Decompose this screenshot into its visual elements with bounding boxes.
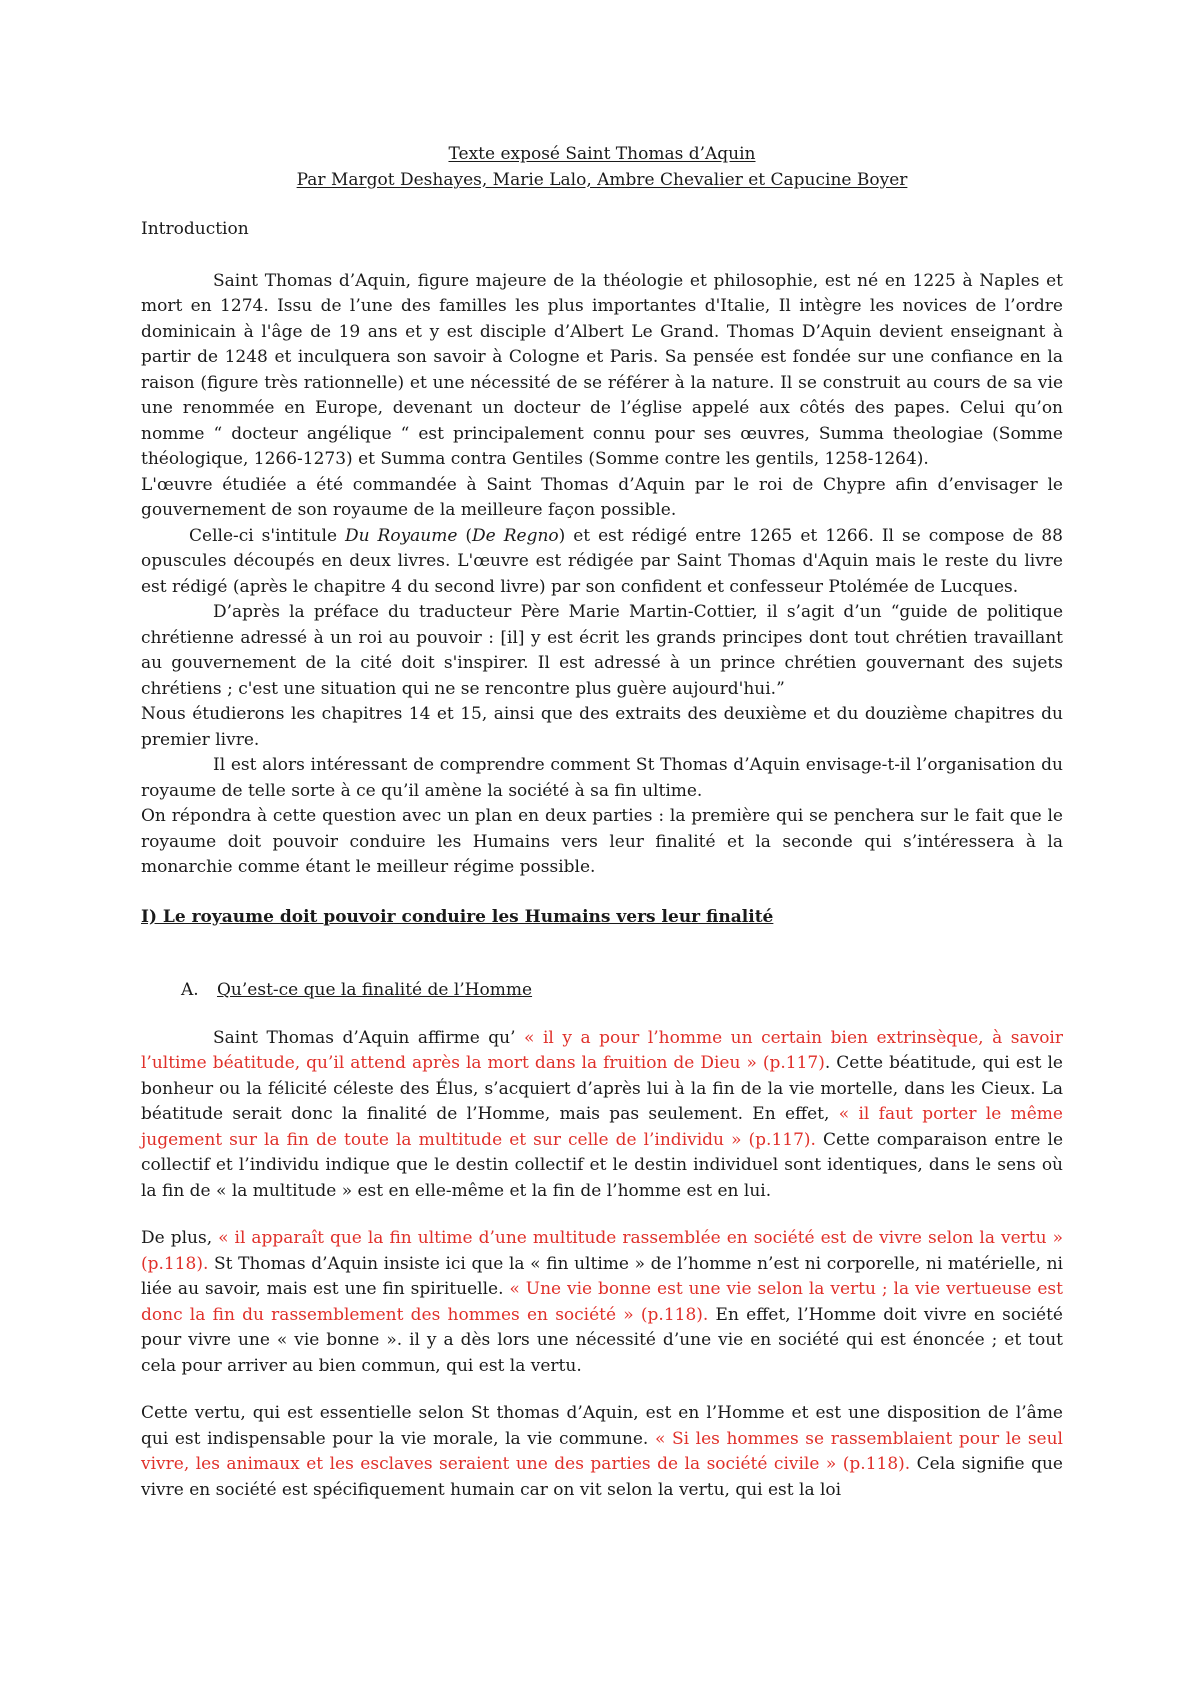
document-authors: Par Margot Deshayes, Marie Lalo, Ambre Chevalier et Capucine Boyer — [296, 169, 908, 190]
body-p1-text-c: Cette comparaison entre le collectif et l’individu indique que le destin collectif et le destin individuel sont identiques, dans le sens où la fin de « la multitude » est en elle-même et la fin de l’homme est en lui. — [141, 1129, 1063, 1201]
document-body — [141, 217, 1063, 1503]
intro-paragraph-6: Il est alors intéressant de comprendre comment St Thomas d’Aquin envisage-t-il l’organisation du royaume de telle sorte à ce qu’il amène la société à sa fin ultime. — [141, 755, 1063, 801]
subsection-a-letter: A. — [181, 980, 199, 1000]
body-p1-text-b: . Cette béatitude, qui est le bonheur ou la félicité céleste des Élus, s’acquiert d’après lui à la fin de la vie mortelle, dans les Cieux. La béatitude serait donc la finalité de l’Homme, mais pas seulement. En effet, — [141, 1053, 1063, 1124]
intro-p3-text-c: ) et est rédigé entre 1265 et 1266. Il se compose de 88 opuscules découpés en deux livres. L'œuvre est rédigée par Saint Thomas d'Aquin mais le reste du livre est rédigé (après le chapitre 4 du second livre) par son confident et confesseur Ptolémée de Lucques. — [141, 525, 1063, 597]
body-p1-quote-1: « il y a pour l’homme un certain bien extrinsèque, à savoir l’ultime béatitude, qu’il attend après la mort dans la fruition de Dieu » (p.117) — [141, 1027, 1063, 1073]
section-1-heading: I) Le royaume doit pouvoir conduire les Humains vers leur finalité — [141, 906, 774, 927]
intro-paragraph-5: Nous étudierons les chapitres 14 et 15, ainsi que des extraits des deuxième et du douzième chapitres du premier livre. — [141, 704, 1063, 750]
body-p2-text-c: En effet, l’Homme doit vivre en société pour vivre une « vie bonne ». il y a dès lors une nécessité d’une vie en société qui est énoncée ; et tout cela pour arriver au bien commun, qui est la vertu. — [141, 1304, 1063, 1376]
document-title: Texte exposé Saint Thomas d’Aquin — [448, 144, 756, 164]
body-p2-text-a: De plus, — [141, 1228, 219, 1248]
body-p1-text-a: Saint Thomas d’Aquin affirme qu’ — [213, 1027, 525, 1048]
body-p2-text-b: St Thomas d’Aquin insiste ici que la « fin ultime » de l’homme n’est ni corporelle, ni matérielle, ni liée au savoir, mais est une fin spirituelle. — [141, 1253, 1063, 1299]
intro-heading: Introduction — [141, 219, 249, 239]
body-p2-quote-2: « Une vie bonne est une vie selon la vertu ; la vie vertueuse est donc la fin du rassemblement des hommes en société » (p.118). — [141, 1279, 1063, 1325]
body-p3-text-a: Cette vertu, qui est essentielle selon St thomas d’Aquin, est en l’Homme et est une disposition de l’âme qui est indispensable pour la vie morale, la vie commune. — [141, 1403, 1063, 1449]
intro-paragraph-1: Saint Thomas d’Aquin, figure majeure de la théologie et philosophie, est né en 1225 à Naples et mort en 1274. Issu de l’une des familles les plus importantes d'Italie, Il intègre les novices de l’ordre dominicain à l'âge de 19 ans et y est disciple d’Albert Le Grand. Thomas D’Aquin devient enseignant à partir de 1248 et inculquera son savoir à Cologne et Paris. Sa pensée est fondée sur une confiance en la raison (figure très rationnelle) et une nécessité de se référer à la nature. Il se construit au cours de sa vie une renommée en Europe, devenant un docteur de l’église appelé aux côtés des papes. Celui qu’on nomme “ docteur angélique “ est principalement connu pour ses œuvres, Summa theologiae (Somme théologique, 1266-1273) et Summa contra Gentiles (Somme contre les gentils, 1258-1264). — [141, 270, 1063, 469]
intro-paragraph-2: L'œuvre étudiée a été commandée à Saint Thomas d’Aquin par le roi de Chypre afin d’envisager le gouvernement de son royaume de la meilleure façon possible. — [141, 474, 1063, 520]
intro-paragraph-3 — [141, 524, 1063, 601]
intro-paragraph-4: D’après la préface du traducteur Père Marie Martin-Cottier, il s’agit d’un “guide de politique chrétienne adressé à un roi au pouvoir : [il] y est écrit les grands principes dont tout chrétien travaillant au gouvernement de la cité doit s'inspirer. Il est adressé à un prince chrétien gouvernant des sujets chrétiens ; c'est une situation qui ne se rencontre plus guère aujourd'hui.” — [141, 602, 1063, 699]
body-paragraph-1 — [141, 1026, 1063, 1205]
document-header — [141, 142, 1063, 193]
body-paragraph-2 — [141, 1226, 1063, 1379]
work-title-latin: De Regno — [472, 525, 559, 546]
subsection-a-title: Qu’est-ce que la finalité de l’Homme — [217, 980, 533, 1000]
intro-p3-text-a: Celle-ci s'intitule — [189, 525, 345, 546]
body-p1-quote-2: « il faut porter le même jugement sur la fin de toute la multitude et sur celle de l’individu » (p.117). — [141, 1104, 1063, 1150]
body-p2-quote-1: « il apparaît que la fin ultime d’une multitude rassemblée en société est de vivre selon la vertu » (p.118). — [141, 1228, 1063, 1274]
body-p3-quote-1: « Si les hommes se rassemblaient pour le seul vivre, les animaux et les esclaves seraient une des parties de la société civile » (p.118). — [141, 1428, 1063, 1474]
intro-p3-text-b: ( — [457, 525, 473, 546]
work-title-french: Du Royaume — [344, 525, 458, 546]
subsection-a-heading — [141, 978, 1063, 1004]
body-paragraph-3 — [141, 1401, 1063, 1503]
intro-paragraph-7: On répondra à cette question avec un plan en deux parties : la première qui se penchera sur le fait que le royaume doit pouvoir conduire les Humains vers leur finalité et la seconde qui s’intéressera à la monarchie comme étant le meilleur régime possible. — [141, 806, 1063, 877]
body-p3-text-b: Cela signifie que vivre en société est spécifiquement humain car on vit selon la vertu, qui est la loi — [141, 1454, 1063, 1500]
